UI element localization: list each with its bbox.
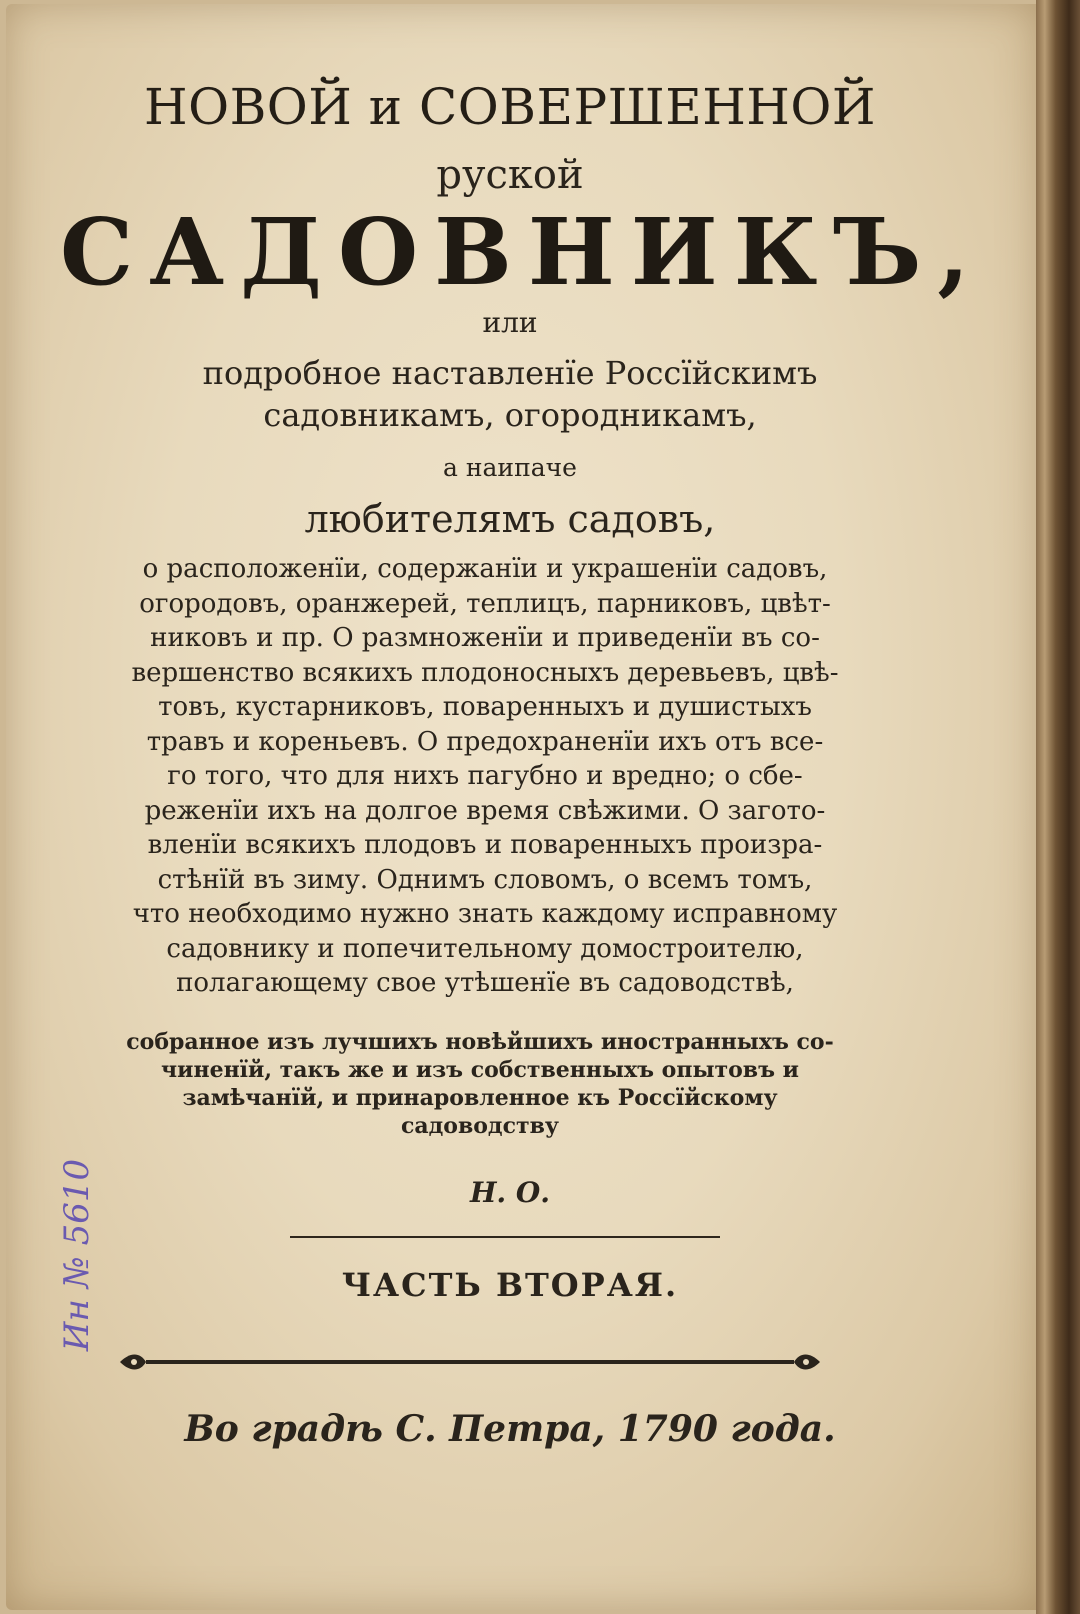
ornament-divider	[110, 1348, 830, 1376]
inventory-stamp	[58, 1150, 118, 1360]
subtitle	[60, 352, 960, 436]
body-line: садовнику и попечительному домостроителю,	[166, 933, 804, 964]
note-line: чиненїй, такъ же и изъ собственныхъ опытовъ и	[161, 1057, 799, 1083]
body-line: полагающему свое утѣшенїе въ садоводствѣ,	[176, 968, 794, 998]
title-ili: или	[482, 306, 538, 339]
compiled-note	[75, 1028, 885, 1140]
note-line: собранное изъ лучшихъ новѣйшихъ иностранныхъ со-	[126, 1029, 834, 1055]
title-line-2: руской	[436, 152, 584, 198]
body-line: травъ и кореньевъ. О предохраненїи ихъ отъ все-	[146, 726, 824, 757]
body-line: что необходимо нужно знать каждому исправному	[132, 899, 838, 929]
main-title: САДОВНИКЪ,	[60, 198, 986, 306]
body-line: стѣнїй въ зиму. Однимъ словомъ, о всемъ томъ,	[157, 864, 813, 895]
body-line: товъ, кустарниковъ, поваренныхъ и душистыхъ	[158, 692, 812, 722]
body-line: огородовъ, оранжерей, теплицъ, парниковъ, цвѣт-	[139, 588, 831, 619]
note-line: замѣчанїй, и принаровленное къ Россїйскому	[182, 1085, 778, 1111]
divider-rule	[290, 1236, 720, 1238]
note-line: садоводству	[400, 1113, 559, 1139]
subtitle-line: подробное наставленїе Россїйскимъ	[202, 354, 818, 392]
subtitle-line: садовникамъ, огородникамъ,	[263, 396, 757, 434]
title-lyubitelyam: любителямъ садовъ,	[304, 497, 716, 541]
author-initials: Н. О.	[469, 1176, 551, 1209]
title-line-1: НОВОЙ и СОВЕРШЕННОЙ	[143, 78, 877, 136]
book-edge	[1036, 0, 1080, 1614]
body-line: вершенство всякихъ плодоносныхъ деревьевъ, цвѣ-	[131, 657, 839, 688]
body-line: вленїи всякихъ плодовъ и поваренныхъ произра-	[147, 830, 823, 860]
title-a-naipache: а наипаче	[443, 453, 577, 482]
stamp-text: Ин № 5610	[58, 1158, 97, 1352]
body-line: о расположенїи, содержанїи и украшенїи садовъ,	[142, 554, 828, 584]
body-line: го того, что для нихъ пагубно и вредно; о сбе-	[167, 761, 803, 791]
imprint-line: Во градѣ С. Петра, 1790 года.	[184, 1408, 836, 1450]
body-line: никовъ и пр. О размноженїи и приведенїи въ со-	[150, 623, 820, 653]
description-body	[100, 552, 870, 1001]
part-heading: ЧАСТЬ ВТОРАЯ.	[341, 1266, 679, 1304]
body-line: реженїи ихъ на долгое время свѣжими. О загото-	[144, 795, 826, 826]
